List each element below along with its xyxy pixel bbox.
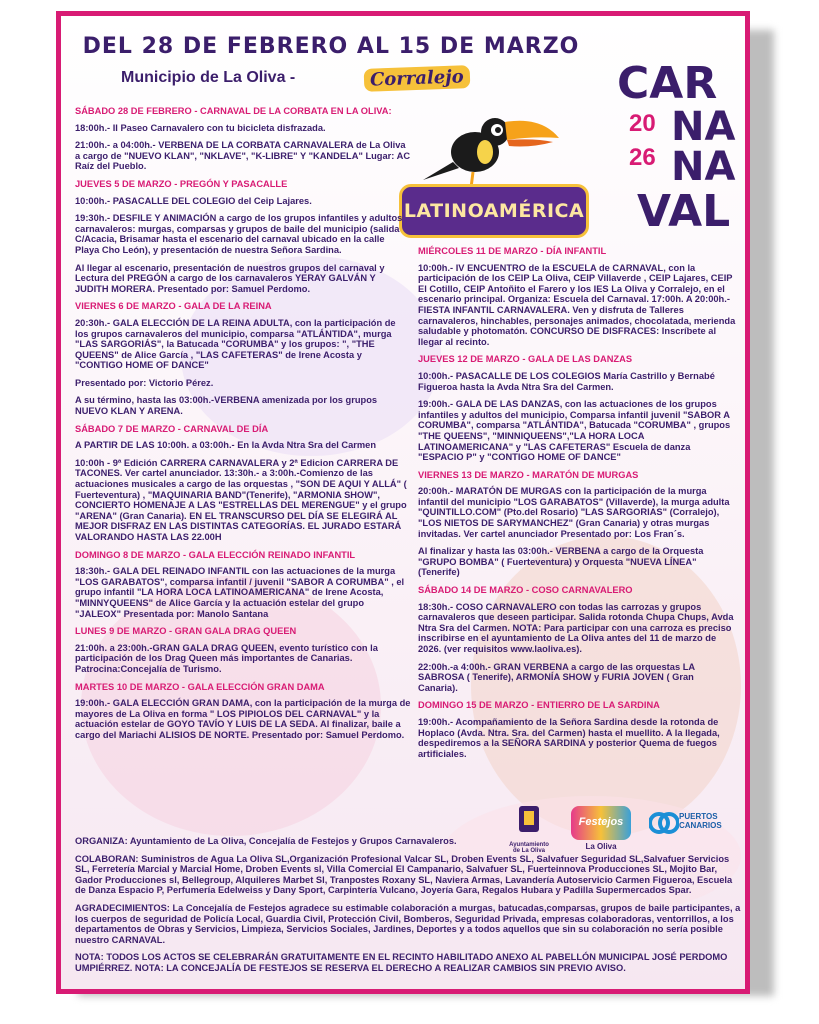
- day-heading: VIERNES 13 DE MARZO - MARATÓN DE MURGAS: [418, 469, 639, 480]
- event-description: A PARTIR DE LAS 10:00h. a 03:00h.- En la Avda Ntra Sra del Carmen: [75, 440, 377, 451]
- day-heading: LUNES 9 DE MARZO - GRAN GALA DRAG QUEEN: [75, 626, 297, 637]
- day-heading: JUEVES 5 DE MARZO - PREGÓN Y PASACALLE: [75, 178, 288, 189]
- credits-paragraph: AGRADECIMIENTOS: La Concejalía de Festejos agradece su estimable colaboración a murgas, batucadas,comparsas, grupos de baile participantes, a los cuerpos de seguridad de Policía Local, Guardia Civil, Protección Civil, Bomberos, Seguridad Privada, empresas colaboradoras, ventorrillos, a los departamentos de Obras y Servicios, Limpieza, Servicios Sociales, Jardines, Deportes y a todos aquellos que sin su colaboración no sería posible nuestro CARNAVAL.: [75, 902, 741, 945]
- day-heading: MARTES 10 DE MARZO - GALA ELECCIÓN GRAN DAMA: [75, 681, 325, 692]
- credits-section: [75, 836, 741, 981]
- day-heading: SÁBADO 28 DE FEBRERO - CARNAVAL DE LA CORBATA EN LA OLIVA:: [75, 106, 392, 116]
- carnival-poster: [56, 11, 750, 994]
- event-description: 10:00h.- IV ENCUENTRO de la ESCUELA de CARNAVAL, con la participación de los CEIP La Oliva, CEIP Villaverde , CEIP Lajares, CEIP El Cotillo, CEIP Antoñito el Farero y los IES La Oliva y Corralejo, en el escenario principal. Organiza: Escuela del Carnaval. 17:00h. A 20:00h.- FIESTA INFANTIL CARNAVALERA. Ven y disfruta de Talleres carnavaleros, hinchables, personajes animados, chocolatada, merienda saludable y photomatón. CONCURSO DE DISFRACES: Inscríbete al llegar al recinto.: [418, 262, 736, 347]
- event-description: 19:00h.- GALA DE LAS DANZAS, con las actuaciones de los grupos infantiles y adultos del municipio, Comparsa infantil juvenil "SABOR A CORUMBA", comparsa "ATLÁNTIDA", Batucada "CORUMBA" , grupos "THE QUEENS", "MINNIQUEENS","LA HORA LOCA LATINOAMERICANA" y "LAS CAFETERAS" Escuela de danza "ESPACIO P" y "CONTIGO HOME OF DANCE": [418, 399, 731, 463]
- event-description: A su término, hasta las 03:00h.-VERBENA amenizada por los grupos NUEVO KLAN Y ARENA.: [75, 395, 378, 417]
- event-description: 19:00h.- Acompañamiento de la Señora Sardina desde la rotonda de Hoplaco (Avda. Ntra. Sra. del Carmen) hasta el muellito. A la llegada, despediremos a la SEÑORA SARDINA y posterior Quema de fuegos artificiales.: [418, 716, 720, 759]
- credits-paragraph: NOTA: TODOS LOS ACTOS SE CELEBRARÁN GRATUITAMENTE EN EL RECINTO HABILITADO ANEXO AL PABELLÓN MUNICIPAL JOSÉ PERDOMO UMPIÉRREZ. NOTA: LA CONCEJALÍA DE FESTEJOS SE RESERVA EL DERECHO A REALIZAR CAMBIOS SIN PREVIO AVISO.: [75, 952, 728, 973]
- year-part-b: 26: [629, 144, 656, 171]
- carnaval-line-1: CAR: [617, 58, 718, 109]
- puertos-canarios-icon: [649, 810, 679, 836]
- corralejo-badge: Corralejo: [364, 65, 471, 92]
- day-heading: JUEVES 12 DE MARZO - GALA DE LAS DANZAS: [418, 354, 633, 365]
- day-heading: DOMINGO 15 DE MARZO - ENTIERRO DE LA SARDINA: [418, 700, 660, 711]
- schedule-right-column: [418, 246, 736, 766]
- carnaval-line-4: VAL: [637, 186, 731, 237]
- day-heading: DOMINGO 8 DE MARZO - GALA ELECCIÓN REINADO INFANTIL: [75, 549, 356, 560]
- municipality-label: Municipio de La Oliva -: [121, 69, 296, 86]
- day-heading: MIÉRCOLES 11 DE MARZO - DÍA INFANTIL: [418, 246, 607, 256]
- event-description: 18:00h.- II Paseo Carnavalero con tu bicicleta disfrazada.: [75, 122, 326, 133]
- festejos-logo-sub: La Oliva: [585, 842, 617, 851]
- schedule-left-column: [75, 106, 411, 748]
- event-description: 21:00h. a 23:00h.-GRAN GALA DRAG QUEEN, evento turístico con la participación de los Drag Queen más importantes de Canarias. Patrocina:Concejalía de Turismo.: [75, 642, 378, 674]
- event-description: 10:00h.- PASACALLE DE LOS COLEGIOS María Castrillo y Bernabé Figueroa hasta la Avda Ntra Sra del Carmen.: [418, 370, 715, 392]
- event-description: Al finalizar y hasta las 03:00h.- VERBENA a cargo de la Orquesta "GRUPO BOMBA" ( Fuerteventura) y Orquesta "NUEVA LÍNEA" (Tenerife): [418, 546, 704, 578]
- toucan-illustration: [413, 102, 563, 192]
- event-description: Al llegar al escenario, presentación de nuestros grupos del carnaval y Lectura del PREGÓN a cargo de los carnavaleros YERAY GALVÁN Y JUDITH MORERA. Presentado por: Samuel Perdomo.: [75, 262, 385, 294]
- carnaval-logo: [609, 58, 750, 248]
- la-oliva-logo-text: Ayuntamiento de La Oliva: [509, 842, 549, 854]
- day-heading: SÁBADO 14 DE MARZO - COSO CARNAVALERO: [418, 585, 633, 596]
- theme-sign: LATINOAMÉRICA: [399, 184, 589, 238]
- event-description: 10:00h.- PASACALLE DEL COLEGIO del Ceip Lajares.: [75, 195, 312, 206]
- event-description: 18:30h.- GALA DEL REINADO INFANTIL con las actuaciones de la murga "LOS GARABATOS", comparsa infantil / juvenil "SABOR A CORUMBA" , el grupo infantil "LA HORA LOCA LATINOAMERICANA" de Irene Acosta, "MINNYQUEENS" de Alice García y la actuación estelar del grupo "JALEOX" Presentada por: Manolo Santana: [75, 566, 405, 619]
- event-description: 20:30h.- GALA ELECCIÓN DE LA REINA ADULTA, con la participación de los grupos carnavaleros del municipio, comparsa "ATLÁNTIDA", murga "LAS SARGORIÁS", la Batucada "CORUMBA" y los grupos: ", "THE QUEENS" de Alice García , "LAS CAFETERAS" de Irene Acosta y "CONTIGO HOME OF DANCE": [75, 317, 396, 371]
- carnaval-line-3: NA: [671, 144, 736, 190]
- event-description: 19:00h.- GALA ELECCIÓN GRAN DAMA, con la participación de la murga de mayores de La Oliva en forma " LOS PIPIOLOS DEL CARNAVAL" y la actuación estelar de GOYO TAVÍO Y LUIS DE LA SEDA. Al finalizar, baile a cargo del Mariachi ALISIOS DE NORTE. Presentado por: Samuel Perdomo.: [75, 698, 411, 740]
- event-description: 10:00h - 9ª Edición CARRERA CARNAVALERA y 2ª Edicion CARRERA DE TACONES. Ver cartel anunciador. 13:30h.- a 3:00h.-Comienzo de las actuaciones musicales a cargo de las orquestas , "SON DE AQUI Y ALLÁ" ( Fuerteventura) , "MAQUINARIA BAND"(Tenerife), "ARMONIA SHOW", CONCIERTO HOMENAJE A LAS "ESTRELLAS DEL MERENGUE" y el grupo "ARENA" (Gran Canaria). EN EL TRANSCURSO DEL DÍA SE ELEGIRÁ AL MEJOR DISFRAZ EN LAS DISTINTAS CATEGORÍAS. EL JURADO ESTARÁ VALORANDO HASTA LAS 22.00H: [75, 457, 407, 542]
- event-description: 22:00h.-a 4:00h.- GRAN VERBENA a cargo de las orquestas LA SABROSA ( Tenerife), ARMONÍA SHOW y FURIA JOVEN ( Gran Canaria).: [418, 661, 695, 693]
- day-heading: SÁBADO 7 DE MARZO - CARNAVAL DE DÍA: [75, 423, 269, 434]
- credits-paragraph: COLABORAN: Suministros de Agua La Oliva SL,Organización Profesional Valcar SL, Droben Events SL, Salvafuer Seguridad SL,Salvafuer Servicios SL, Ferretería Marcial y Marcial Home, Droben Events sl, Villa Comercial El Campanario, Salvafuer SL, Fuerteinnova Producciones SL, Mojito Bar, Gador Producciones sl, Bellegroup, Alquileres Marbet Sl, Tranpostes Roxany SL, Naviera Armas, Lavandería Autoservicio Carmen Figueroa, Escuela de Danza Espacio P, Perfumería Edelweiss y Dany Sport, Carpintería Vulcano, Joyería Gara, Regalos Hubara y Padilla Supermercados Spar.: [75, 853, 733, 896]
- event-description: 19:30h.- DESFILE Y ANIMACIÓN a cargo de los grupos infantiles y adultos carnavaleros: murgas, comparsas y grupos de baile del municipio (salida C/Acacia, Brisamar hasta el escenario del carnaval ubicado en la calle Playa Cho León), y presentación de nuestra Señora Sardina.: [75, 213, 403, 255]
- puertos-canarios-text: PUERTOS CANARIOS: [679, 812, 722, 830]
- credits-paragraph: ORGANIZA: Ayuntamiento de La Oliva, Concejalía de Festejos y Grupos Carnavaleros.: [75, 836, 457, 846]
- event-description: 20:00h.- MARATÓN DE MURGAS con la participación de la murga infantil del municipio "LOS GARABATOS" (Villaverde), la murga adulta "QUINTILLO.COM" (Pto.del Rosario) "LAS SARGORIAS" (Corralejo), "LOS NIETOS DE SARYMANCHEZ" (Gran Canaria) y otras murgas invitadas. Ver cartel anunciador Presentado por: Los Fran´s.: [418, 486, 730, 539]
- event-description: 21:00h.- a 04:00h.- VERBENA DE LA CORBATA CARNAVALERA de La Oliva a cargo de "NUEVO KLAN", "NKLAVE", "K-LIBRE" Y "KANDELA" Lugar: AC Raíz del Pueblo.: [75, 140, 411, 172]
- event-description: Presentado por: Victorio Pérez.: [75, 377, 214, 388]
- event-description: 18:30h.- COSO CARNAVALERO con todas las carrozas y grupos carnavaleros que deseen participar. Salida rotonda Chupa Chups, Avda Ntra Sra del Carmen. NOTA: Para participar con una carroza es preciso inscribirse en el ayuntamiento de La Oliva antes del 11 de marzo de 2026. (ver requisitos www.laoliva.es).: [418, 601, 734, 654]
- carnaval-line-2: NA: [671, 104, 736, 150]
- year-part-a: 20: [629, 110, 656, 137]
- date-range-title: DEL 28 DE FEBRERO AL 15 DE MARZO: [82, 34, 580, 59]
- festejos-logo-text: Festejos: [578, 816, 624, 828]
- day-heading: VIERNES 6 DE MARZO - GALA DE LA REINA: [75, 301, 272, 312]
